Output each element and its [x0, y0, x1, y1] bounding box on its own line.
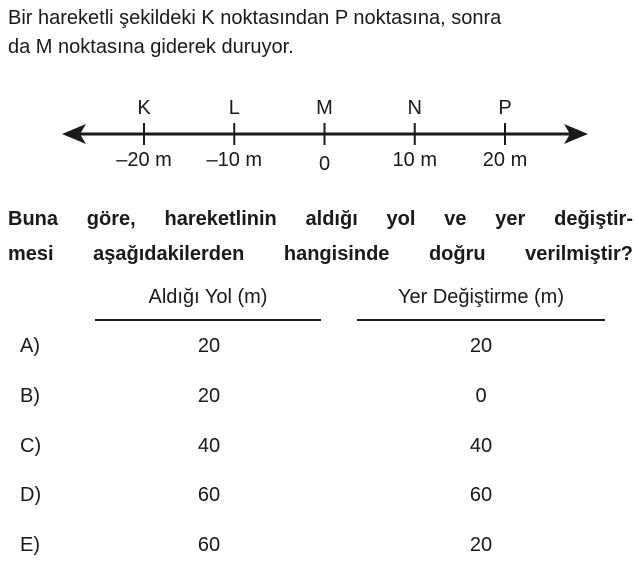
displacement-value: 20: [469, 335, 493, 357]
distance-value: 60: [197, 534, 221, 556]
point-letter-p: P: [498, 97, 512, 119]
displacement-value: 60: [469, 484, 493, 506]
point-value-p: 20 m: [482, 149, 528, 171]
displacement-column-header: Yer Değiştirme (m): [398, 286, 564, 308]
number-line: [0, 88, 637, 183]
option-letter: C): [20, 435, 42, 457]
displacement-value: 0: [475, 385, 487, 407]
point-value-m: 0: [318, 153, 331, 175]
displacement-header-rule: [357, 319, 605, 321]
option-letter: B): [20, 385, 40, 407]
problem-line-2: da M noktasına giderek duruyor.: [8, 36, 294, 58]
point-letter-l: L: [228, 97, 240, 119]
option-letter: D): [20, 484, 42, 506]
option-row-e[interactable]: [0, 530, 637, 560]
point-letter-n: N: [407, 97, 422, 119]
displacement-value: 20: [469, 534, 493, 556]
problem-line-1: Bir hareketli şekildeki K noktasından P noktasına, sonra: [8, 7, 502, 29]
option-row-b[interactable]: [0, 381, 637, 411]
point-value-l: –10 m: [206, 149, 263, 171]
distance-value: 20: [197, 385, 221, 407]
option-letter: A): [20, 335, 40, 357]
option-row-a[interactable]: [0, 331, 637, 361]
point-value-n: 10 m: [392, 149, 437, 171]
option-row-c[interactable]: [0, 431, 637, 461]
point-letter-k: K: [137, 97, 151, 119]
distance-value: 40: [197, 435, 221, 457]
problem-statement: [8, 4, 633, 62]
option-row-d[interactable]: [0, 480, 637, 510]
point-letter-m: M: [316, 97, 333, 119]
distance-value: 20: [197, 335, 221, 357]
distance-value: 60: [197, 484, 221, 506]
displacement-value: 40: [469, 435, 493, 457]
question-line-1: Buna göre, hareketlinin aldığı yol ve yer değiştir-: [8, 208, 633, 230]
option-letter: E): [20, 534, 40, 556]
distance-column-header: Aldığı Yol (m): [148, 286, 268, 308]
point-value-k: –20 m: [116, 149, 172, 171]
question-line-2: mesi aşağıdakilerden hangisinde doğru verilmiştir?: [8, 243, 633, 265]
distance-header-rule: [95, 319, 321, 321]
question-text: [8, 202, 633, 272]
